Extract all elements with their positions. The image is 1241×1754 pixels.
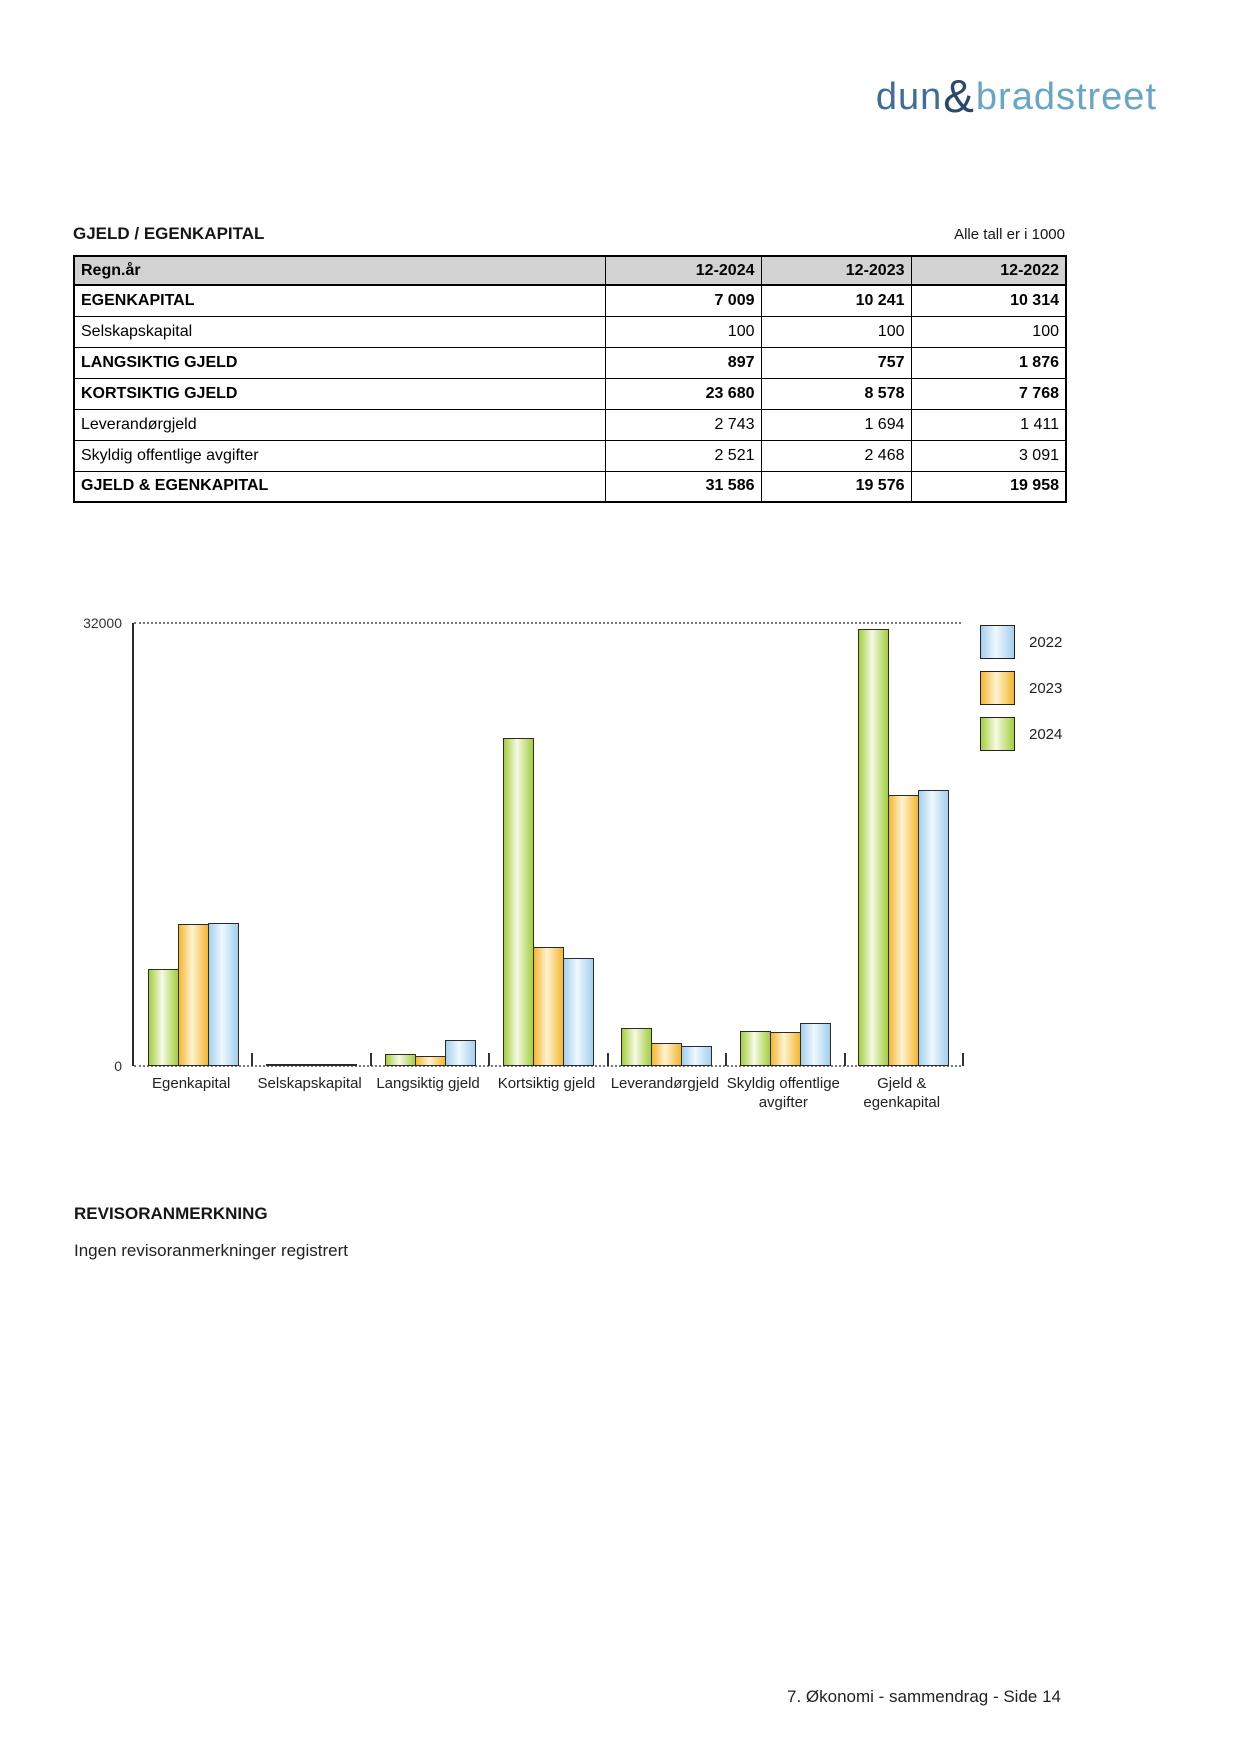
table-row [74,440,1066,471]
x-label-gjeld-egenkapital: Gjeld & egenkapital [863,1075,941,1111]
row-value: 2 521 [605,440,761,471]
row-label: KORTSIKTIG GJELD [74,378,605,409]
bar-leverandørgjeld-2022 [681,1046,712,1066]
bar-kortsiktig-gjeld-2024 [503,738,534,1066]
x-axis-tick [488,1053,490,1066]
x-label-egenkapital: Egenkapital [152,1075,231,1092]
row-value: 19 958 [911,471,1066,502]
bar-skyldig-offentlige-avgifter-2023 [770,1032,801,1066]
table-row [74,316,1066,347]
table-body [74,285,1066,502]
section-title: GJELD / EGENKAPITAL [73,224,265,243]
row-label: Selskapskapital [74,316,605,347]
y-axis-zero-label: 0 [114,1058,122,1074]
row-value: 8 578 [761,378,911,409]
gridline-32000 [134,622,961,624]
row-value: 100 [761,316,911,347]
x-label-langsiktig-gjeld: Langsiktig gjeld [376,1075,480,1092]
x-axis-tick [844,1053,846,1066]
logo-ampersand-icon: & [943,70,975,122]
table-header-label: Regn.år [74,256,605,285]
row-label: EGENKAPITAL [74,285,605,316]
bar-gjeld-egenkapital-2023 [888,795,919,1066]
financial-table [73,255,1067,503]
table-header-year: 12-2024 [605,256,761,285]
x-label-kortsiktig-gjeld: Kortsiktig gjeld [497,1075,596,1092]
x-label-skyldig-offentlige-avgifter: Skyldig offentlige avgifter [726,1075,840,1111]
bar-skyldig-offentlige-avgifter-2024 [740,1031,771,1066]
revisor-note: Ingen revisoranmerkninger registrert [74,1241,349,1260]
dun-bradstreet-logo [876,66,1157,120]
x-axis-tick [725,1053,727,1066]
bar-egenkapital-2024 [148,969,179,1066]
bar-selskapskapital-2022 [326,1064,357,1066]
bar-gjeld-egenkapital-2022 [918,790,949,1066]
x-axis-tick [962,1053,964,1066]
row-value: 7 009 [605,285,761,316]
row-value: 31 586 [605,471,761,502]
bar-selskapskapital-2023 [296,1064,327,1066]
row-value: 2 468 [761,440,911,471]
bar-langsiktig-gjeld-2024 [385,1054,416,1066]
table-header-year: 12-2023 [761,256,911,285]
chart-plot-area [132,623,961,1066]
legend-label-2024: 2024 [1029,726,1063,743]
bar-langsiktig-gjeld-2022 [445,1040,476,1066]
x-axis-tick [607,1053,609,1066]
row-value: 1 694 [761,409,911,440]
bar-egenkapital-2023 [178,924,209,1066]
row-value: 897 [605,347,761,378]
bar-gjeld-egenkapital-2024 [858,629,889,1066]
row-label: LANGSIKTIG GJELD [74,347,605,378]
x-axis-tick [251,1053,253,1066]
legend-label-2023: 2023 [1029,680,1063,697]
row-value: 100 [605,316,761,347]
legend-swatch-2022 [980,625,1015,659]
table-row [74,347,1066,378]
x-label-selskapskapital: Selskapskapital [257,1075,362,1092]
section-header [73,224,1065,244]
bar-selskapskapital-2024 [266,1064,297,1066]
bar-egenkapital-2022 [208,923,239,1066]
legend-swatch-2023 [980,671,1015,705]
row-label: Skyldig offentlige avgifter [74,440,605,471]
bar-leverandørgjeld-2024 [621,1028,652,1066]
x-axis-labels [132,1074,961,1112]
table-row [74,285,1066,316]
row-value: 19 576 [761,471,911,502]
logo-word-bradstreet: bradstreet [975,76,1157,118]
x-axis-tick [370,1053,372,1066]
row-value: 2 743 [605,409,761,440]
row-value: 757 [761,347,911,378]
table-row [74,409,1066,440]
row-value: 1 411 [911,409,1066,440]
legend-label-2022: 2022 [1029,634,1063,651]
logo-word-dun: dun [875,76,943,118]
table-header-year: 12-2022 [911,256,1066,285]
table-row [74,378,1066,409]
page-footer: 7. Økonomi - sammendrag - Side 14 [786,1687,1061,1706]
row-label: Leverandørgjeld [74,409,605,440]
bar-langsiktig-gjeld-2023 [415,1056,446,1066]
legend-swatch-2024 [980,717,1015,751]
row-label: GJELD & EGENKAPITAL [74,471,605,502]
row-value: 10 241 [761,285,911,316]
units-note: Alle tall er i 1000 [954,226,1065,243]
row-value: 10 314 [911,285,1066,316]
row-value: 7 768 [911,378,1066,409]
bar-kortsiktig-gjeld-2023 [533,947,564,1066]
bar-leverandørgjeld-2023 [651,1043,682,1066]
row-value: 23 680 [605,378,761,409]
row-value: 1 876 [911,347,1066,378]
row-value: 100 [911,316,1066,347]
y-axis-max-label: 32000 [83,615,122,631]
revisor-heading: REVISORANMERKNING [74,1204,268,1223]
bar-kortsiktig-gjeld-2022 [563,958,594,1066]
row-value: 3 091 [911,440,1066,471]
bar-skyldig-offentlige-avgifter-2022 [800,1023,831,1066]
x-label-leverandørgjeld: Leverandørgjeld [610,1075,720,1092]
table-header-row [74,256,1066,285]
x-axis-baseline [134,1065,961,1067]
table-row [74,471,1066,502]
